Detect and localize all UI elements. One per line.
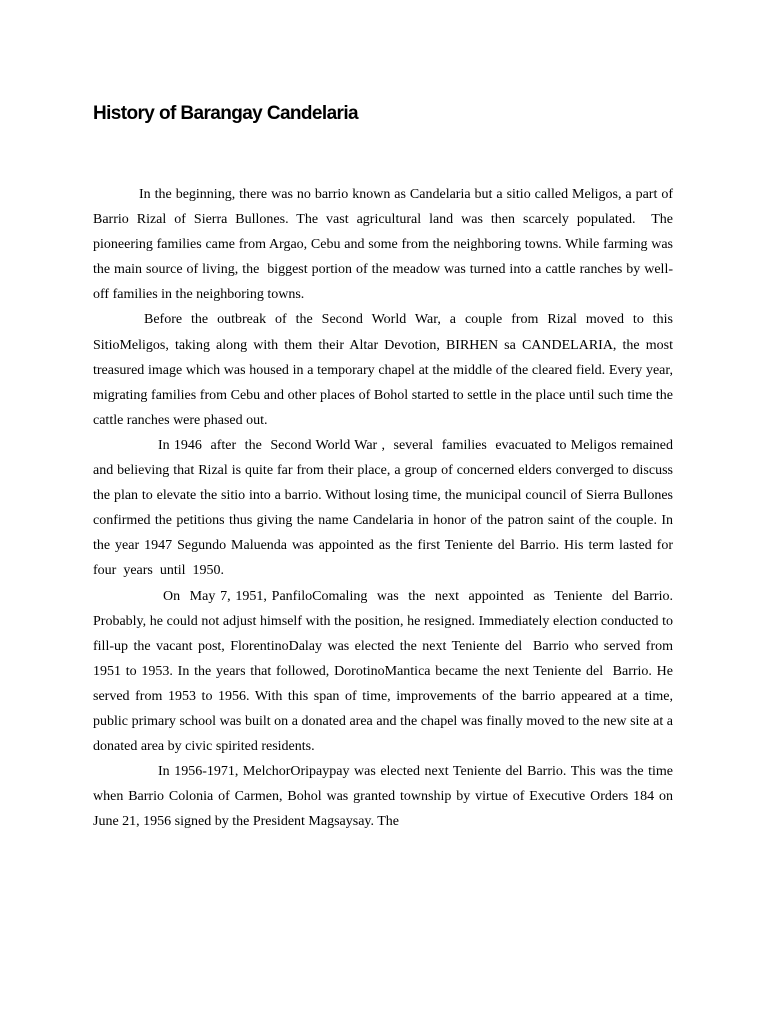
- paragraph-5: In 1956-1971, MelchorOripaypay was elected next Teniente del Barrio. This was the time when Barrio Colonia of Carmen, Bohol was granted township by virtue of Executive Orders 184 on June 21, 1956 signed by the President Magsaysay. The: [93, 764, 677, 830]
- document-body: [93, 182, 677, 834]
- paragraph-2: Before the outbreak of the Second World War, a couple from Rizal moved to this SitioMeligos, taking along with them their Altar Devotion, BIRHEN sa CANDELARIA, the most treasured image which was housed in a temporary chapel at the middle of the cleared field. Every year, migrating families from Cebu and other places of Bohol started to settle in the place until such time the cattle ranches were phased out.: [93, 312, 677, 428]
- paragraph-3: In 1946 after the Second World War , several families evacuated to Meligos remained and believing that Rizal is quite far from their place, a group of concerned elders converged to discuss the plan to elevate the sitio into a barrio. Without losing time, the municipal council of Sierra Bullones confirmed the petitions thus giving the name Candelaria in honor of the patron saint of the couple. In the year 1947 Segundo Maluenda was appointed as the first Teniente del Barrio. His term lasted for four years until 1950.: [93, 437, 677, 579]
- paragraph-1: In the beginning, there was no barrio known as Candelaria but a sitio called Meligos, a part of Barrio Rizal of Sierra Bullones. The vast agricultural land was then scarcely populated. The pioneering families came from Argao, Cebu and some from the neighboring towns. While farming was the main source of living, the biggest portion of the meadow was turned into a cattle ranches by well-off families in the neighboring towns.: [93, 187, 677, 303]
- paragraph-4: On May 7, 1951, PanfiloComaling was the next appointed as Teniente del Barrio. Probably, he could not adjust himself with the position, he resigned. Immediately election conducted to fill-up the vacant post, FlorentinoDalay was elected the next Teniente del Barrio who served from 1951 to 1953. In the years that followed, DorotinoMantica became the next Teniente del Barrio. He served from 1953 to 1956. With this span of time, improvements of the barrio appeared at a time, public primary school was built on a donated area and the chapel was finally moved to the new site at a donated area by civic spirited residents.: [93, 588, 677, 755]
- document-title: History of Barangay Candelaria: [93, 103, 358, 124]
